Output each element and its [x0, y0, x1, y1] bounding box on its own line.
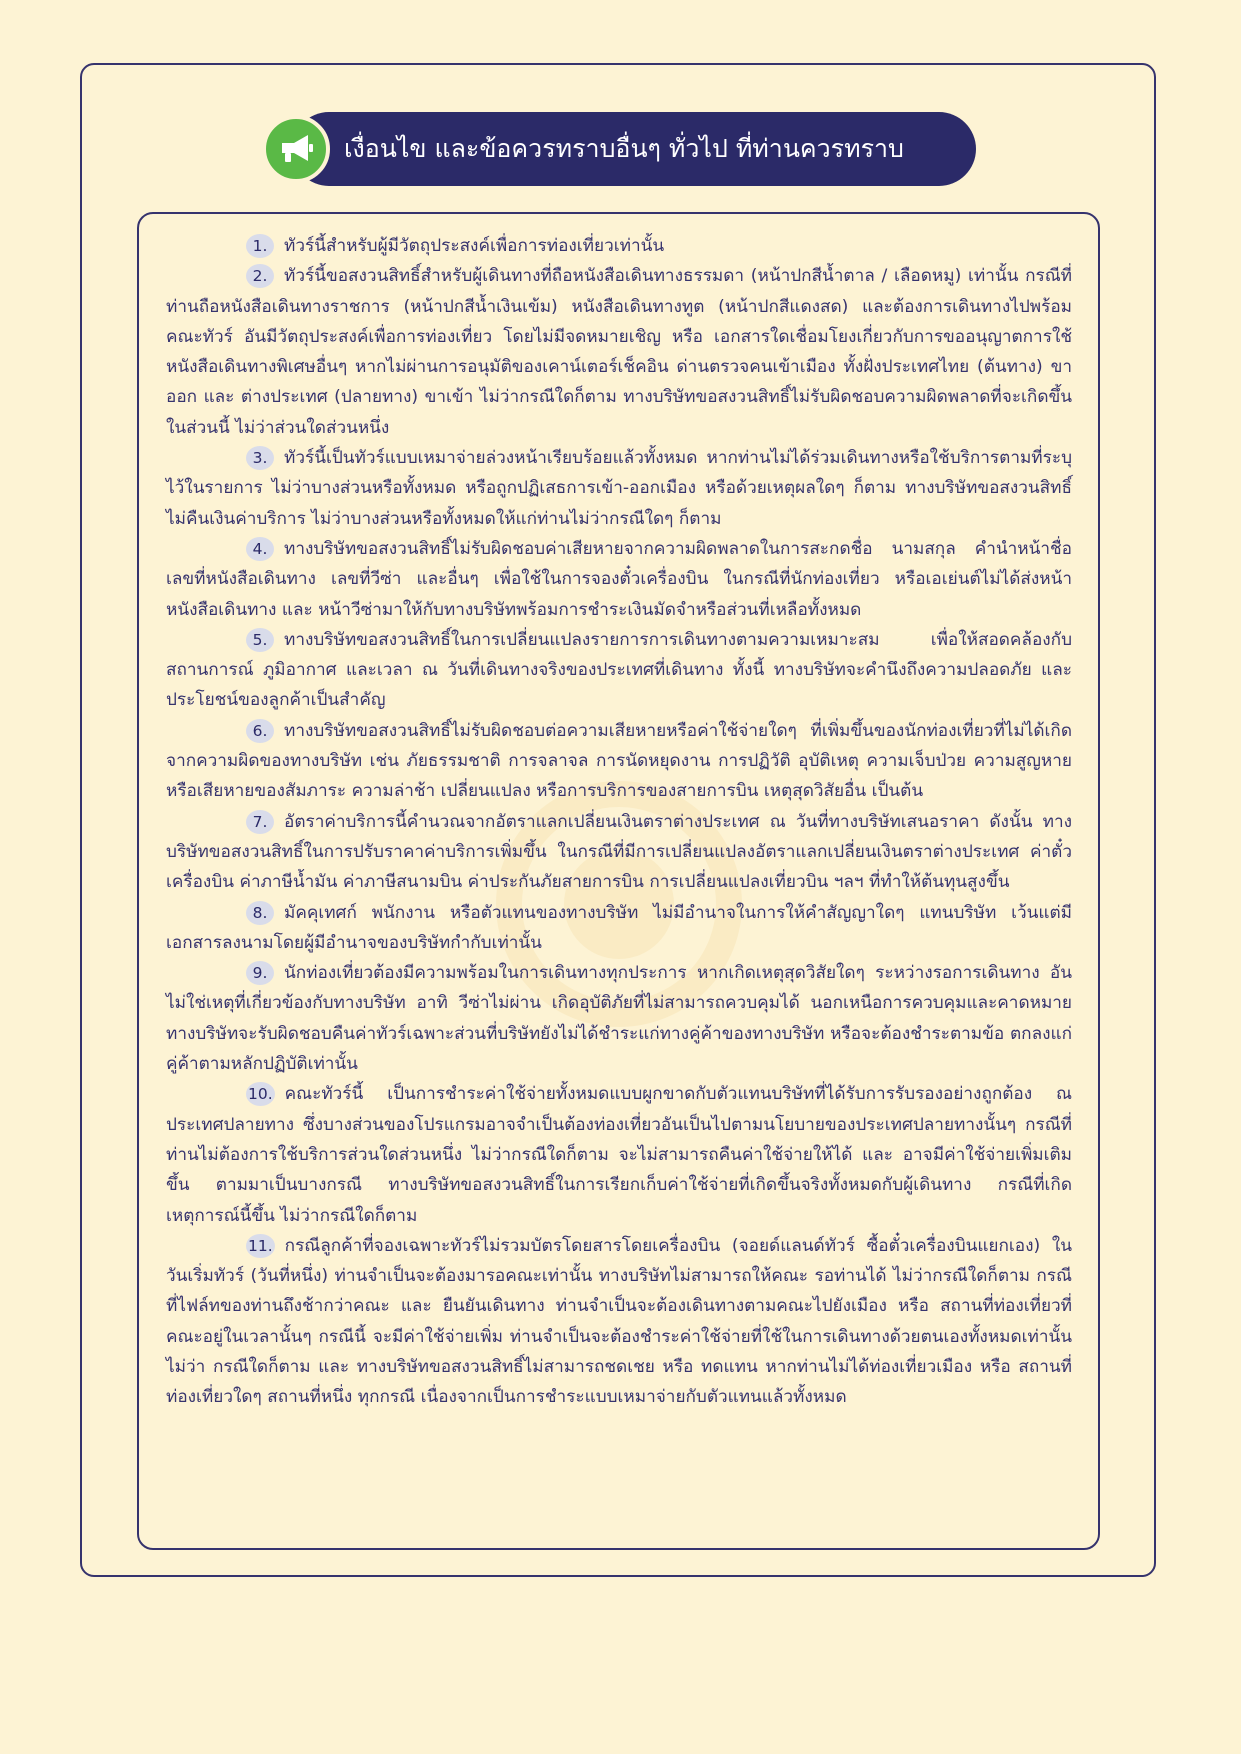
term-number: 1.	[246, 234, 274, 258]
term-item	[166, 625, 1072, 716]
term-number: 10.	[246, 1082, 275, 1106]
term-text: นักท่องเที่ยวต้องมีความพร้อมในการเดินทางทุกประการ หากเกิดเหตุสุดวิสัยใดๆ ระหว่างรอการเดินทาง อันไม่ใช่เหตุที่เกี่ยวข้องกับทางบริษัท อาทิ วีซ่าไม่ผ่าน เกิดอุบัติภัยที่ไม่สามารถควบคุมได้ นอกเหนือการควบคุมและคาดหมาย ทางบริษัทจะรับผิดชอบคืนค่าทัวร์เฉพาะส่วนที่บริษัทยังไม่ได้ชำระแก่ทางคู่ค้าของทางบริษัท หรือจะต้องชำระตามข้อ ตกลงแก่คู่ค้าตามหลักปฏิบัติเท่านั้น	[166, 963, 1072, 1075]
term-number: 8.	[246, 901, 274, 925]
terms-panel	[137, 212, 1100, 1550]
term-text: ทางบริษัทขอสงวนสิทธิ์ไม่รับผิดชอบต่อความเสียหายหรือค่าใช้จ่ายใดๆ ที่เพิ่มขึ้นของนักท่องเที่ยวที่ไม่ได้เกิดจากความผิดของทางบริษัท เช่น ภัยธรรมชาติ การจลาจล การนัดหยุดงาน การปฏิวัติ อุบัติเหตุ ความเจ็บป่วย ความสูญหายหรือเสียหายของสัมภาระ ความล่าช้า เปลี่ยนแปลง หรือการบริการของสายการบิน เหตุสุดวิสัยอื่น เป็นต้น	[166, 720, 1072, 802]
page-title: เงื่อนไข และข้อควรทราบอื่นๆ ทั่วไป ที่ท่านควรทราบ	[344, 134, 904, 163]
term-text: ทางบริษัทขอสงวนสิทธิ์ในการเปลี่ยนแปลงรายการการเดินทางตามความเหมาะสม เพื่อให้สอดคล้องกับ สถานการณ์ ภูมิอากาศ และเวลา ณ วันที่เดินทางจริงของประเทศที่เดินทาง ทั้งนี้ ทางบริษัทจะคำนึงถึงความปลอดภัย และ ประโยชน์ของลูกค้าเป็นสำคัญ	[166, 629, 1072, 711]
term-item	[166, 898, 1072, 959]
term-number: 11.	[246, 1234, 275, 1258]
title-pill	[292, 112, 976, 186]
term-text: ทางบริษัทขอสงวนสิทธิ์ไม่รับผิดชอบค่าเสียหายจากความผิดพลาดในการสะกดชื่อ นามสกุล คำนำหน้าชื่อ เลขที่หนังสือเดินทาง เลขที่วีซ่า และอื่นๆ เพื่อใช้ในการจองตั๋วเครื่องบิน ในกรณีที่นักท่องเที่ยว หรือเอเย่นต์ไม่ได้ส่งหน้าหนังสือเดินทาง และ หน้าวีซ่ามาให้กับทางบริษัทพร้อมการชำระเงินมัดจำหรือส่วนที่เหลือทั้งหมด	[166, 538, 1072, 620]
term-number: 5.	[246, 628, 274, 652]
term-item	[166, 1079, 1072, 1230]
term-item	[166, 231, 1072, 261]
term-item	[166, 716, 1072, 807]
title-banner	[262, 112, 976, 186]
term-item	[166, 261, 1072, 443]
term-item	[166, 443, 1072, 534]
term-item	[166, 807, 1072, 898]
term-text: อัตราค่าบริการนี้คำนวณจากอัตราแลกเปลี่ยนเงินตราต่างประเทศ ณ วันที่ทางบริษัทเสนอราคา ดังนั้น ทางบริษัทขอสงวนสิทธิ์ในการปรับราคาค่าบริการเพิ่มขึ้น ในกรณีที่มีการเปลี่ยนแปลงอัตราแลกเปลี่ยนเงินตราต่างประเทศ ค่าตั๋ว เครื่องบิน ค่าภาษีน้ำมัน ค่าภาษีสนามบิน ค่าประกันภัยสายการบิน การเปลี่ยนแปลงเที่ยวบิน ฯลฯ ที่ทำให้ต้นทุนสูงขึ้น	[166, 811, 1072, 893]
term-number: 3.	[246, 446, 274, 470]
term-number: 9.	[246, 961, 274, 985]
term-item	[166, 534, 1072, 625]
term-text: มัคคุเทศก์ พนักงาน หรือตัวแทนของทางบริษัท ไม่มีอำนาจในการให้คำสัญญาใดๆ แทนบริษัท เว้นแต่มีเอกสารลงนามโดยผู้มีอำนาจของบริษัทกำกับเท่านั้น	[166, 902, 1072, 953]
terms-list	[166, 231, 1072, 1413]
term-number: 6.	[246, 719, 274, 743]
term-number: 4.	[246, 537, 274, 561]
term-text: ทัวร์นี้ขอสงวนสิทธิ์สำหรับผู้เดินทางที่ถือหนังสือเดินทางธรรมดา (หน้าปกสีน้ำตาล / เลือดหมู) เท่านั้น กรณีที่ท่านถือหนังสือเดินทางราชการ (หน้าปกสีน้ำเงินเข้ม) หนังสือเดินทางทูต (หน้าปกสีแดงสด) และต้องการเดินทางไปพร้อมคณะทัวร์ อันมีวัตถุประสงค์เพื่อการท่องเที่ยว โดยไม่มีจดหมายเชิญ หรือ เอกสารใดเชื่อมโยงเกี่ยวกับการขออนุญาตการใช้หนังสือเดินทางพิเศษอื่นๆ หากไม่ผ่านการอนุมัติของเคาน์เตอร์เช็คอิน ด่านตรวจคนเข้าเมือง ทั้งฝั่งประเทศไทย (ต้นทาง) ขาออก และ ต่างประเทศ (ปลายทาง) ขาเข้า ไม่ว่ากรณีใดก็ตาม ทางบริษัทขอสงวนสิทธิ์ไม่รับผิดชอบความผิดพลาดที่จะเกิดขึ้นในส่วนนี้ ไม่ว่าส่วนใดส่วนหนึ่ง	[166, 266, 1072, 438]
term-item	[166, 1231, 1072, 1413]
megaphone-icon	[262, 115, 330, 183]
term-text: กรณีลูกค้าที่จองเฉพาะทัวร์ไม่รวมบัตรโดยสารโดยเครื่องบิน (จอยด์แลนด์ทัวร์ ซื้อตั๋วเครื่องบินแยกเอง) ในวันเริ่มทัวร์ (วันที่หนึ่ง) ท่านจำเป็นจะต้องมารอคณะเท่านั้น ทางบริษัทไม่สามารถให้คณะ รอท่านได้ ไม่ว่ากรณีใดก็ตาม กรณีที่ไฟล์ทของท่านถึงช้ากว่าคณะ และ ยืนยันเดินทาง ท่านจำเป็นจะต้องเดินทางตามคณะไปยังเมือง หรือ สถานที่ท่องเที่ยวที่คณะอยู่ในเวลานั้นๆ กรณีนี้ จะมีค่าใช้จ่ายเพิ่ม ท่านจำเป็นจะต้องชำระค่าใช้จ่ายที่ใช้ในการเดินทางด้วยตนเองทั้งหมดเท่านั้น ไม่ว่า กรณีใดก็ตาม และ ทางบริษัทขอสงวนสิทธิ์ไม่สามารถชดเชย หรือ ทดแทน หากท่านไม่ได้ท่องเที่ยวเมือง หรือ สถานที่ท่องเที่ยวใดๆ สถานที่หนึ่ง ทุกกรณี เนื่องจากเป็นการชำระแบบเหมาจ่ายกับตัวแทนแล้วทั้งหมด	[166, 1235, 1072, 1408]
term-number: 7.	[246, 810, 274, 834]
term-text: ทัวร์นี้สำหรับผู้มีวัตถุประสงค์เพื่อการท่องเที่ยวเท่านั้น	[284, 236, 665, 256]
term-item	[166, 958, 1072, 1079]
term-number: 2.	[246, 264, 274, 288]
term-text: คณะทัวร์นี้ เป็นการชำระค่าใช้จ่ายทั้งหมดแบบผูกขาดกับตัวแทนบริษัทที่ได้รับการรับรองอย่างถูกต้อง ณ ประเทศปลายทาง ซึ่งบางส่วนของโปรแกรมอาจจำเป็นต้องท่องเที่ยวอันเป็นไปตามนโยบายของประเทศปลายทางนั้นๆ กรณีที่ท่านไม่ต้องการใช้บริการส่วนใดส่วนหนึ่ง ไม่ว่ากรณีใดก็ตาม จะไม่สามารถคืนค่าใช้จ่ายให้ได้ และ อาจมีค่าใช้จ่ายเพิ่มเติมขึ้น ตามมาเป็นบางกรณี ทางบริษัทขอสงวนสิทธิ์ในการเรียกเก็บค่าใช้จ่ายที่เกิดขึ้นจริงทั้งหมดกับผู้เดินทาง กรณีที่เกิดเหตุการณ์นี้ขึ้น ไม่ว่ากรณีใดก็ตาม	[166, 1084, 1072, 1226]
term-text: ทัวร์นี้เป็นทัวร์แบบเหมาจ่ายล่วงหน้าเรียบร้อยแล้วทั้งหมด หากท่านไม่ได้ร่วมเดินทางหรือใช้บริการตามที่ระบุไว้ในรายการ ไม่ว่าบางส่วนหรือทั้งหมด หรือถูกปฏิเสธการเข้า-ออกเมือง หรือด้วยเหตุผลใดๆ ก็ตาม ทางบริษัทขอสงวนสิทธิ์ไม่คืนเงินค่าบริการ ไม่ว่าบางส่วนหรือทั้งหมดให้แก่ท่านไม่ว่ากรณีใดๆ ก็ตาม	[166, 448, 1072, 529]
